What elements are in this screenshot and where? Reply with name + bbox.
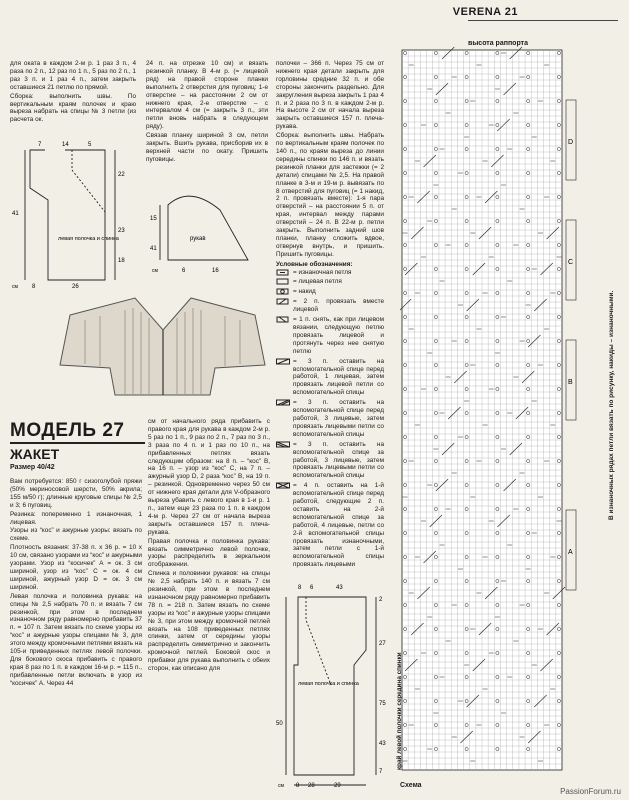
paragraph: полочки – 366 п. Через 75 см от нижнего края детали закрыть для горловины средние 32 п. и обе стороны закончить раздельно. Для закругления выреза закрыть 1 раз 4 п. и 2 раза по 3 п. в каждом 2-м р. На высоте 2 см от начала выреза закрыть оставшиеся 157 п. плеча-рукава. [276,60,384,131]
paragraph: для оката в каждом 2-м р. 1 раз 3 п., 4 раза по 2 п., 12 раз по 1 п., 5 раз по 2 п., 1 раз 3 п. и 1 раз 4 п., затем закрыть оставшиеся 21 петлю по прямой. [10,60,136,91]
pattern-sleeve [150,180,260,280]
paragraph: см от начального ряда прибавить с правого края для рукава в каждом 2-м р. 5 раз по 1 п., 9 раз по 2 п., 7 раз по 3 п., 3 раза по 4 п. и 1 раз по 10 п., на прибавленных петлях вязать следующим образом: на 8 п. – “кос” В, на 16 п. – узор из “кос” С, на 7 п. – ажурный узор D, 2 раза “кос” В, на 19 п. – резинкой. Одновременно через 50 см от нижнего края детали для V-образного выреза убавить с левого края в 1-и р. 1 п., затем еще 23 раза по 1 п. в каждом 4-м р. Через 27 см от начала выреза закрыть оставшиеся 157 п. плеча-рукава. [148,418,270,536]
label: 6 [310,585,314,591]
paragraph: Связав планку шириной 3 см, петли закрыть. Вшить рукава, присборив их в верхней части по окату. Пришить пуговицы. [146,132,268,163]
legend-item: = накид [276,288,384,296]
paragraph: Вам потребуется: 850 г сизоголубой пряжи (50% мериносовой шерсти, 50% акрила; 155 м/50 г); длинные круговые спицы № 2,5 и 3; 6 пуговиц. [10,478,142,509]
label: 15 [150,216,157,222]
purl-symbol-icon [276,269,290,276]
label: 29 [334,783,341,789]
unit-label: см [152,268,158,274]
label: 14 [62,142,69,148]
legend-item: = 3 п. оставить на вспомогательной спице перед работой, 1 лицевая, затем провязать лицевой петли со вспомогательной спицы [276,358,384,398]
column-1-top [10,60,136,125]
label: 41 [12,211,19,217]
column-3 [276,60,384,571]
watermark: PassionForum.ru [560,787,621,796]
label: 50 [276,721,283,727]
label: 75 [379,701,386,707]
column-1-bottom [10,478,142,689]
pattern-front-back [10,140,150,290]
label: 6 [182,268,186,274]
label: 23 [118,228,125,234]
paragraph: Резинка: попеременно 1 изнаночная, 1 лицевая. [10,510,142,526]
page-header [8,4,618,20]
label: 43 [336,585,343,591]
legend-item: = изнаночная петля [276,269,384,277]
piece-label: левая полочка и спинка [298,681,359,687]
paragraph: Левая полочка и половинка рукава: на спицы № 2,5 набрать 70 п. и вязать 7 см резинкой, при этом в последнем изнаночном ряду равномерно прибавить 37 п. = 107 п. Затем вязать по схеме узоры из “кос” и ажурные узоры спицами № 3, для этого между кромочными петлями вязать на 105-и приведенных петлях левой полочки. Для бокового скоса прибавить с правого края 8 раз по 1 п. в каждом 16-м р. = 115 п., прибавленные петли включать в узор из “косичек” А. Через 44 [10,592,142,687]
label: 16 [212,268,219,274]
chart-section-letter: C [568,259,574,266]
magazine-title: VERENA 21 [452,6,518,18]
paragraph: Сборка: выполнить швы. Набрать по вертикальным краям полочек по 140 п., по краям выреза до линии середины спинки по 146 п. и вязать резинкой планки для застежки (= 2 детали) спицами № 2,5. На правой планке в 3-м и 19-м р. вывязать по 8 отверстий для пуговиц (= 1 накид, 2 п. провязать вместе): 1-я пара отверстий – на расстоянии 5 п. от края, интервал между парами отверстий – 24 п. В 22-м р. петли закрыть. Выполнить задний шов планки, планку сложить вдвое, отвернув внутрь, и пришить. Пришить пуговицы. [276,132,384,258]
cable-back-icon [276,441,290,448]
legend-title: Условные обозначения: [276,260,353,268]
legend [276,269,384,570]
column-2-bottom [148,418,270,674]
k2tog-icon [276,298,290,305]
label: 26 [72,284,79,290]
label: 8 [296,783,300,789]
title-rule [10,442,145,444]
legend-item: = 3 п. оставить на вспомогательной спице перед работой, 3 лицевые, затем провязать лицевыми петли со вспомогательной спицы [276,399,384,439]
chart-edge-note: край левой полочки середина спинки [396,652,403,770]
knit-symbol-icon [276,278,290,285]
chart-side-note: В изнаночных рядах петли вязать по рисунку, накиды – изнаночными. [608,290,615,520]
label: 22 [118,172,125,178]
paragraph: Узоры из “кос” и ажурные узоры: вязать по схеме. [10,527,142,543]
chart-title: высота раппорта [468,40,528,47]
label: 5 [88,142,92,148]
paragraph: Спинка и половинки рукавов: на спицы № 2,5 набрать 140 п. и вязать 7 см резинкой, при этом в последнем изнаночном ряду равномерно прибавить 78 п. = 218 п. Затем вязать по схеме узоры из “кос” и ажурные узоры спицами № 3, при этом между кромочной петлей вязать на 108 приведенных петлях спинки, затем от середины узоры распределить симметрично и закончить кромочной петлей. Боковой скос и прибавки для рукава выполнить с обеих сторон, как описано для [148,570,270,673]
cable-left-icon [276,358,290,365]
legend-item: = 2 п. провязать вместе лицевой [276,298,384,314]
legend-item: = лицевая петля [276,278,384,286]
yarn-over-icon [276,288,290,295]
legend-item: = 1 п. снять, как при лицевом вязании, следующую петлю провязать лицевой и протянуть через нее снятую петлю [276,316,384,356]
header-rule [468,20,618,21]
label: 7 [379,769,383,775]
chart-section-letter: D [568,139,574,146]
label: 28 [308,783,315,789]
column-2-top [146,60,268,165]
cable-complex-icon [276,482,290,489]
label: 7 [38,142,42,148]
label: 8 [32,284,36,290]
chart-section-letter: B [568,379,573,386]
paragraph: Сборка: выполнить швы. По вертикальным краям полочек и краю выреза набрать на спицы № 3 петли (из расчета ок. [10,92,136,124]
label: 27 [379,641,386,647]
label: 43 [379,741,386,747]
knitting-chart [400,40,596,780]
paragraph: Плотность вязания: 37-38 п. х 36 р. = 10 х 10 см, связано узорами из “кос” и ажурными узорами. Узор из “косичек” А = ок. 3 см шириной, узор из “кос” С = ок. 4 см шириной, ажурный узор D = ок. 3 см шириной. [10,544,142,591]
schema-label: Схема [400,782,422,789]
ssk-icon [276,316,290,323]
model-title: МОДЕЛЬ 27 [10,420,125,441]
unit-label: см [12,284,18,290]
label: 18 [118,258,125,264]
piece-label: левая полочка и спинка [58,236,119,242]
chart-section-letter: A [568,549,573,556]
legend-item: = 3 п. оставить на вспомогательной спице за работой, 3 лицевые, затем провязать лицевыми петли со вспомогательной спицы [276,441,384,481]
paragraph: Правая полочка и половинка рукава: вязать симметрично левой полочке, узоры распределить в зеркальном отображении. [148,537,270,569]
model-name: ЖАКЕТ [10,446,60,462]
label: 8 [298,585,302,591]
paragraph: 24 п. на отрезке 10 см) и вязать резинкой планку. В 4-м р. (= лицевой ряд) на правой стороне планки выполнить 2 отверстия для пуговиц: 1-е отверстие – на расстоянии 2 см от нижнего края, 2-е отверстие – с интервалом 4 см (= закрыть 3 п., эти петли вновь набрать в следующем ряду). [146,60,268,131]
unit-label: см [278,783,284,789]
label: 41 [150,246,157,252]
size-label: Размер 40/42 [10,464,55,471]
pattern-front-back-2 [276,575,394,790]
label: 2 [379,597,383,603]
piece-label: рукав [190,236,206,242]
cardigan-illustration [55,290,270,400]
legend-item: = 4 п. оставить на 1-й вспомогательной спице перед работой, следующие 2 п. оставить на 2-й вспомогательной спице за работой, 4 лицевые, петли со 2-й вспомогательной спицы провязать изнаночными, затем петли с 1-й вспомогательной спицы провязать лицевыми [276,482,384,569]
cable-front-icon [276,399,290,406]
